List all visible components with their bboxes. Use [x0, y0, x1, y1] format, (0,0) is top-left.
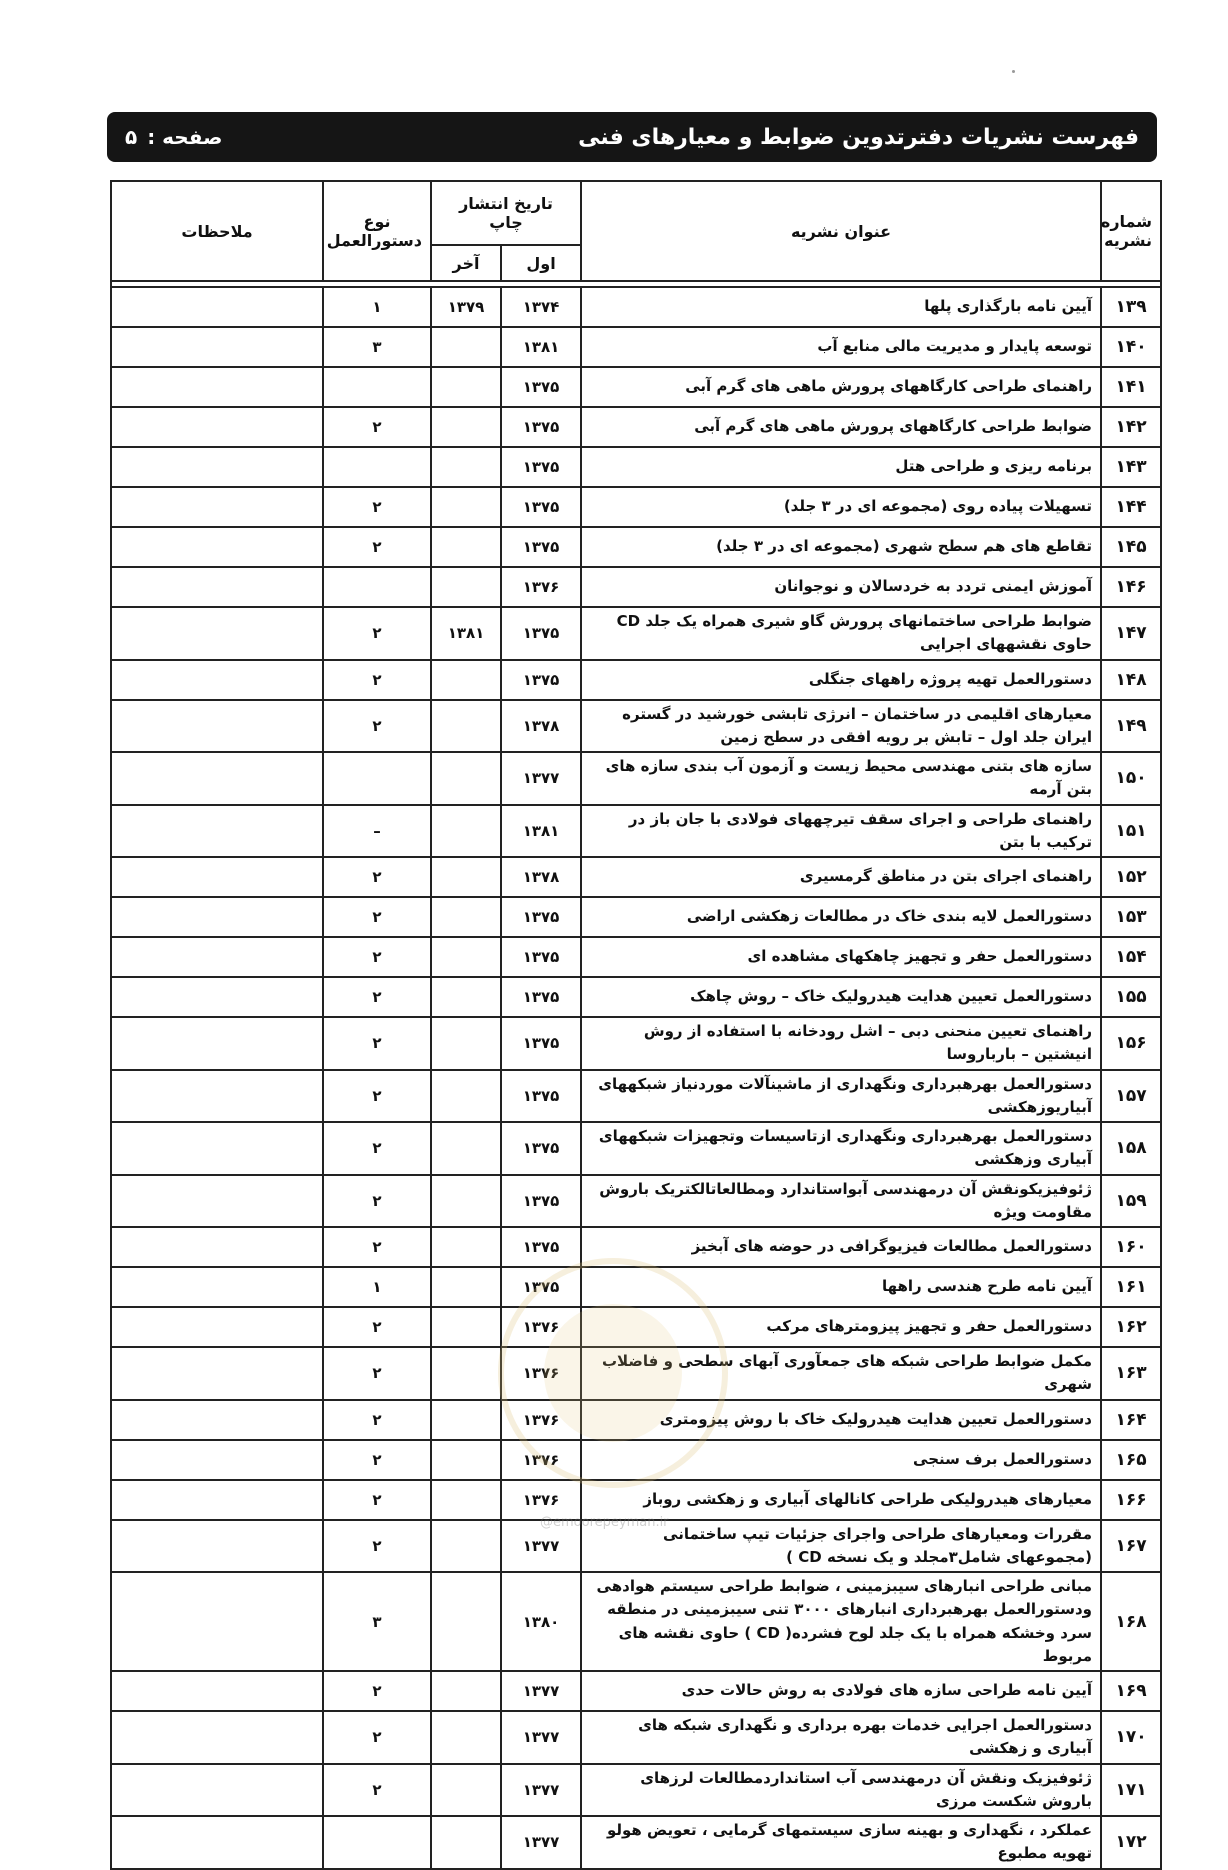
table-row: [111, 1480, 1161, 1520]
cell-first: ۱۳۷۵: [501, 527, 581, 567]
cell-type: ۲: [323, 1307, 431, 1347]
page-label: صفحه :: [147, 125, 223, 149]
cell-title: دستورالعمل بهرهبرداری ونگهداری از ماشینآلات موردنیاز شبکههای آبیاریوزهکشی: [581, 1070, 1101, 1123]
cell-first: ۱۳۷۷: [501, 1816, 581, 1869]
cell-notes: [111, 1440, 323, 1480]
cell-first: ۱۳۷۵: [501, 1175, 581, 1228]
cell-title: عملکرد ، نگهداری و بهینه سازی سیستمهای گرمایی ، تعویض هولو تهویه مطبوع: [581, 1816, 1101, 1869]
cell-notes: [111, 607, 323, 660]
cell-num: ۱۴۲: [1101, 407, 1161, 447]
cell-last: [431, 1070, 501, 1123]
cell-num: ۱۵۶: [1101, 1017, 1161, 1070]
cell-first: ۱۳۷۵: [501, 1017, 581, 1070]
cell-title: ضوابط طراحی کارگاههای پرورش ماهی های گرم آبی: [581, 407, 1101, 447]
cell-type: ۲: [323, 977, 431, 1017]
table-row: [111, 1307, 1161, 1347]
cell-last: [431, 805, 501, 858]
cell-notes: [111, 1764, 323, 1817]
header-last: آخر: [431, 245, 501, 281]
cell-notes: [111, 1122, 323, 1175]
cell-num: ۱۶۱: [1101, 1267, 1161, 1307]
cell-num: ۱۵۴: [1101, 937, 1161, 977]
header-title: عنوان نشریه: [581, 181, 1101, 281]
cell-type: ۲: [323, 1227, 431, 1267]
cell-title: دستورالعمل تعیین هدایت هیدرولیک خاک – روش چاهک: [581, 977, 1101, 1017]
cell-type: [323, 447, 431, 487]
cell-notes: [111, 1227, 323, 1267]
cell-last: [431, 1816, 501, 1869]
cell-last: [431, 897, 501, 937]
cell-notes: [111, 407, 323, 447]
table-row: [111, 287, 1161, 327]
cell-type: ۲: [323, 1347, 431, 1400]
table-row: [111, 1227, 1161, 1267]
cell-title: ژئوفیزیک ونقش آن درمهندسی آب استانداردمطالعات لرزهای باروش شکست مرزی: [581, 1764, 1101, 1817]
cell-num: ۱۴۳: [1101, 447, 1161, 487]
cell-num: ۱۶۸: [1101, 1572, 1161, 1671]
cell-notes: [111, 660, 323, 700]
table-row: [111, 1267, 1161, 1307]
cell-first: ۱۳۷۷: [501, 1671, 581, 1711]
cell-type: [323, 367, 431, 407]
table-row: [111, 937, 1161, 977]
cell-last: [431, 367, 501, 407]
cell-title: راهنمای طراحی و اجرای سقف تیرچههای فولادی با جان باز در ترکیب با بتن: [581, 805, 1101, 858]
cell-num: ۱۴۵: [1101, 527, 1161, 567]
cell-last: [431, 937, 501, 977]
cell-last: [431, 327, 501, 367]
cell-type: ۲: [323, 607, 431, 660]
cell-num: ۱۴۰: [1101, 327, 1161, 367]
cell-notes: [111, 1480, 323, 1520]
cell-num: ۱۵۵: [1101, 977, 1161, 1017]
cell-first: ۱۳۷۶: [501, 567, 581, 607]
cell-type: ۲: [323, 1520, 431, 1573]
cell-first: ۱۳۷۵: [501, 897, 581, 937]
cell-title: دستورالعمل لایه بندی خاک در مطالعات زهکشی اراضی: [581, 897, 1101, 937]
cell-title: ضوابط طراحی ساختمانهای پرورش گاو شیری همراه یک جلد CD حاوی نقشههای اجرایی: [581, 607, 1101, 660]
table-row: [111, 700, 1161, 753]
cell-num: ۱۵۲: [1101, 857, 1161, 897]
cell-num: ۱۵۹: [1101, 1175, 1161, 1228]
cell-type: [323, 567, 431, 607]
cell-notes: [111, 937, 323, 977]
page-number: ۵: [125, 125, 138, 149]
cell-last: [431, 1572, 501, 1671]
cell-last: [431, 1711, 501, 1764]
cell-notes: [111, 805, 323, 858]
cell-notes: [111, 1711, 323, 1764]
scan-speck: [1012, 70, 1015, 73]
cell-type: ۲: [323, 1017, 431, 1070]
cell-title: سازه های بتنی مهندسی محیط زیست و آزمون آب بندی سازه های بتن آرمه: [581, 752, 1101, 805]
header-number: شماره نشریه: [1101, 181, 1161, 281]
cell-type: ۲: [323, 487, 431, 527]
cell-notes: [111, 1671, 323, 1711]
cell-notes: [111, 447, 323, 487]
cell-notes: [111, 1175, 323, 1228]
table-row: [111, 1347, 1161, 1400]
cell-num: ۱۵۳: [1101, 897, 1161, 937]
cell-notes: [111, 367, 323, 407]
table-row: [111, 897, 1161, 937]
cell-last: [431, 857, 501, 897]
table-body: [111, 287, 1161, 1869]
cell-notes: [111, 327, 323, 367]
table-row: [111, 1671, 1161, 1711]
cell-first: ۱۳۷۶: [501, 1440, 581, 1480]
cell-type: ۲: [323, 660, 431, 700]
cell-notes: [111, 1520, 323, 1573]
cell-type: –: [323, 805, 431, 858]
table-row: [111, 1711, 1161, 1764]
cell-title: معیارهای هیدرولیکی طراحی کانالهای آبیاری و زهکشی روباز: [581, 1480, 1101, 1520]
cell-type: ۲: [323, 1122, 431, 1175]
cell-first: ۱۳۷۵: [501, 1267, 581, 1307]
cell-first: ۱۳۷۶: [501, 1307, 581, 1347]
cell-num: ۱۵۸: [1101, 1122, 1161, 1175]
cell-last: [431, 1400, 501, 1440]
cell-type: ۲: [323, 1070, 431, 1123]
cell-notes: [111, 1070, 323, 1123]
table-row: [111, 857, 1161, 897]
cell-notes: [111, 1572, 323, 1671]
cell-type: ۲: [323, 1400, 431, 1440]
cell-title: تقاطع های هم سطح شهری (مجموعه ای در ۳ جلد): [581, 527, 1101, 567]
cell-num: ۱۷۱: [1101, 1764, 1161, 1817]
cell-type: ۱: [323, 1267, 431, 1307]
cell-title: آیین نامه طراحی سازه های فولادی به روش حالات حدی: [581, 1671, 1101, 1711]
cell-last: [431, 447, 501, 487]
cell-title: دستورالعمل حفر و تجهیز چاهکهای مشاهده ای: [581, 937, 1101, 977]
cell-first: ۱۳۷۷: [501, 1520, 581, 1573]
cell-last: [431, 1122, 501, 1175]
cell-first: ۱۳۷۸: [501, 700, 581, 753]
cell-num: ۱۶۷: [1101, 1520, 1161, 1573]
cell-type: ۲: [323, 1480, 431, 1520]
cell-first: ۱۳۷۵: [501, 607, 581, 660]
cell-first: ۱۳۷۴: [501, 287, 581, 327]
header-type: نوع دستورالعمل: [323, 181, 431, 281]
cell-type: ۲: [323, 897, 431, 937]
cell-notes: [111, 1347, 323, 1400]
cell-title: مبانی طراحی انبارهای سیبزمینی ، ضوابط طراحی سیستم هوادهی ودستورالعمل بهرهبرداری انبارهای ۳۰۰۰ تنی سیبزمینی در منطقه سرد وخشکه همراه با یک جلد لوح فشرده( CD ) حاوی نقشه های مربوط: [581, 1572, 1101, 1671]
cell-first: ۱۳۷۵: [501, 407, 581, 447]
cell-num: ۱۴۹: [1101, 700, 1161, 753]
cell-title: معیارهای اقلیمی در ساختمان – انرژی تابشی خورشید در گستره ایران جلد اول – تابش بر رویه افقی در سطح زمین: [581, 700, 1101, 753]
cell-num: ۱۷۰: [1101, 1711, 1161, 1764]
cell-first: ۱۳۷۵: [501, 1070, 581, 1123]
table-row: [111, 607, 1161, 660]
header-notes: ملاحظات: [111, 181, 323, 281]
table-row: [111, 1816, 1161, 1869]
cell-last: [431, 567, 501, 607]
cell-title: برنامه ریزی و طراحی هتل: [581, 447, 1101, 487]
cell-notes: [111, 487, 323, 527]
table-row: [111, 805, 1161, 858]
cell-num: ۱۶۰: [1101, 1227, 1161, 1267]
cell-notes: [111, 527, 323, 567]
cell-title: دستورالعمل بهرهبرداری ونگهداری ازتاسیسات وتجهیزات شبکههای آبیاری وزهکشی: [581, 1122, 1101, 1175]
cell-last: [431, 660, 501, 700]
cell-type: ۳: [323, 1572, 431, 1671]
cell-notes: [111, 857, 323, 897]
cell-notes: [111, 1816, 323, 1869]
cell-type: [323, 1816, 431, 1869]
cell-type: ۳: [323, 327, 431, 367]
cell-last: ۱۳۷۹: [431, 287, 501, 327]
cell-notes: [111, 752, 323, 805]
cell-num: ۱۶۵: [1101, 1440, 1161, 1480]
cell-title: آیین نامه طرح هندسی راهها: [581, 1267, 1101, 1307]
cell-type: ۲: [323, 857, 431, 897]
table-row: [111, 660, 1161, 700]
cell-notes: [111, 1307, 323, 1347]
cell-title: دستورالعمل حفر و تجهیز پیزومترهای مرکب: [581, 1307, 1101, 1347]
cell-type: ۱: [323, 287, 431, 327]
cell-title: ژئوفیزیکونقش آن درمهندسی آبواستاندارد ومطالعاتالکتریک باروش مقاومت ویژه: [581, 1175, 1101, 1228]
table-row: [111, 327, 1161, 367]
header-first: اول: [501, 245, 581, 281]
cell-notes: [111, 1267, 323, 1307]
cell-type: ۲: [323, 700, 431, 753]
table-row: [111, 1572, 1161, 1671]
cell-first: ۱۳۷۷: [501, 752, 581, 805]
cell-notes: [111, 977, 323, 1017]
cell-type: ۲: [323, 1671, 431, 1711]
cell-num: ۱۶۴: [1101, 1400, 1161, 1440]
cell-num: ۱۵۷: [1101, 1070, 1161, 1123]
cell-title: دستورالعمل تهیه پروژه راههای جنگلی: [581, 660, 1101, 700]
cell-last: [431, 487, 501, 527]
cell-num: ۱۴۷: [1101, 607, 1161, 660]
watermark-text: @emoorepeyman.ir: [540, 1515, 669, 1530]
cell-title: آیین نامه بارگذاری پلها: [581, 287, 1101, 327]
cell-first: ۱۳۷۶: [501, 1347, 581, 1400]
cell-notes: [111, 1400, 323, 1440]
cell-type: ۲: [323, 1711, 431, 1764]
table-row: [111, 1764, 1161, 1817]
cell-last: [431, 1520, 501, 1573]
cell-last: [431, 1017, 501, 1070]
cell-last: [431, 1347, 501, 1400]
cell-first: ۱۳۷۵: [501, 447, 581, 487]
table-row: [111, 407, 1161, 447]
cell-type: ۲: [323, 1175, 431, 1228]
cell-first: ۱۳۷۵: [501, 977, 581, 1017]
cell-last: [431, 1480, 501, 1520]
cell-first: ۱۳۷۵: [501, 660, 581, 700]
cell-first: ۱۳۷۷: [501, 1764, 581, 1817]
cell-title: دستورالعمل مطالعات فیزیوگرافی در حوضه های آبخیز: [581, 1227, 1101, 1267]
table-row: [111, 447, 1161, 487]
cell-first: ۱۳۷۸: [501, 857, 581, 897]
table-row: [111, 1017, 1161, 1070]
cell-last: [431, 1175, 501, 1228]
table-row: [111, 367, 1161, 407]
table-row: [111, 567, 1161, 607]
cell-title: دستورالعمل تعیین هدایت هیدرولیک خاک با روش پیزومتری: [581, 1400, 1101, 1440]
cell-notes: [111, 700, 323, 753]
cell-num: ۱۶۲: [1101, 1307, 1161, 1347]
page-number-group: [125, 125, 222, 149]
table-row: [111, 1400, 1161, 1440]
table-row: [111, 527, 1161, 567]
cell-last: [431, 1227, 501, 1267]
cell-title: دستورالعمل اجرایی خدمات بهره برداری و نگهداری شبکه های آبیاری و زهکشی: [581, 1711, 1101, 1764]
cell-last: [431, 1267, 501, 1307]
table-row: [111, 1122, 1161, 1175]
cell-last: [431, 527, 501, 567]
cell-notes: [111, 567, 323, 607]
publications-table: [110, 180, 1162, 1870]
cell-first: ۱۳۷۶: [501, 1480, 581, 1520]
cell-last: [431, 977, 501, 1017]
cell-title: توسعه پایدار و مدیریت مالی منابع آب: [581, 327, 1101, 367]
header-date: تاریخ انتشار چاپ: [431, 181, 581, 245]
page-header-bar: [107, 112, 1157, 162]
table-row: [111, 1070, 1161, 1123]
cell-type: ۲: [323, 937, 431, 977]
cell-first: ۱۳۷۵: [501, 367, 581, 407]
cell-title: مقررات ومعیارهای طراحی واجرای جزئیات تیپ ساختمانی (مجموعهای شامل۳مجلد و یک نسخه CD ): [581, 1520, 1101, 1573]
cell-first: ۱۳۸۰: [501, 1572, 581, 1671]
cell-first: ۱۳۷۵: [501, 1227, 581, 1267]
cell-first: ۱۳۷۶: [501, 1400, 581, 1440]
cell-num: ۱۴۸: [1101, 660, 1161, 700]
table-row: [111, 752, 1161, 805]
cell-notes: [111, 287, 323, 327]
cell-num: ۱۴۶: [1101, 567, 1161, 607]
cell-title: راهنمای تعیین منحنی دبی – اشل رودخانه با استفاده از روش انیشتین – بارباروسا: [581, 1017, 1101, 1070]
table-row: [111, 487, 1161, 527]
cell-last: [431, 752, 501, 805]
cell-num: ۱۴۱: [1101, 367, 1161, 407]
cell-num: ۱۶۶: [1101, 1480, 1161, 1520]
cell-num: ۱۵۰: [1101, 752, 1161, 805]
table-row: [111, 1175, 1161, 1228]
cell-last: ۱۳۸۱: [431, 607, 501, 660]
cell-type: [323, 752, 431, 805]
cell-last: [431, 1764, 501, 1817]
cell-first: ۱۳۸۱: [501, 327, 581, 367]
cell-first: ۱۳۷۵: [501, 1122, 581, 1175]
cell-last: [431, 1671, 501, 1711]
cell-notes: [111, 1017, 323, 1070]
cell-type: ۲: [323, 1764, 431, 1817]
cell-first: ۱۳۷۵: [501, 937, 581, 977]
cell-type: ۲: [323, 527, 431, 567]
cell-title: تسهیلات پیاده روی (مجموعه ای در ۳ جلد): [581, 487, 1101, 527]
cell-num: ۱۵۱: [1101, 805, 1161, 858]
cell-first: ۱۳۷۷: [501, 1711, 581, 1764]
page-title: فهرست نشریات دفترتدوین ضوابط و معیارهای فنی: [578, 124, 1139, 150]
cell-last: [431, 1440, 501, 1480]
table-row: [111, 977, 1161, 1017]
cell-num: ۱۷۲: [1101, 1816, 1161, 1869]
cell-first: ۱۳۷۵: [501, 487, 581, 527]
cell-title: راهنمای طراحی کارگاههای پرورش ماهی های گرم آبی: [581, 367, 1101, 407]
cell-title: مکمل ضوابط طراحی شبکه های جمعآوری آبهای سطحی و فاضلاب شهری: [581, 1347, 1101, 1400]
cell-title: دستورالعمل برف سنجی: [581, 1440, 1101, 1480]
cell-first: ۱۳۸۱: [501, 805, 581, 858]
cell-num: ۱۶۳: [1101, 1347, 1161, 1400]
cell-notes: [111, 897, 323, 937]
cell-last: [431, 1307, 501, 1347]
cell-title: راهنمای اجرای بتن در مناطق گرمسیری: [581, 857, 1101, 897]
cell-type: ۲: [323, 407, 431, 447]
cell-last: [431, 700, 501, 753]
cell-num: ۱۶۹: [1101, 1671, 1161, 1711]
cell-title: آموزش ایمنی تردد به خردسالان و نوجوانان: [581, 567, 1101, 607]
cell-last: [431, 407, 501, 447]
cell-num: ۱۳۹: [1101, 287, 1161, 327]
table-row: [111, 1440, 1161, 1480]
cell-type: ۲: [323, 1440, 431, 1480]
cell-num: ۱۴۴: [1101, 487, 1161, 527]
